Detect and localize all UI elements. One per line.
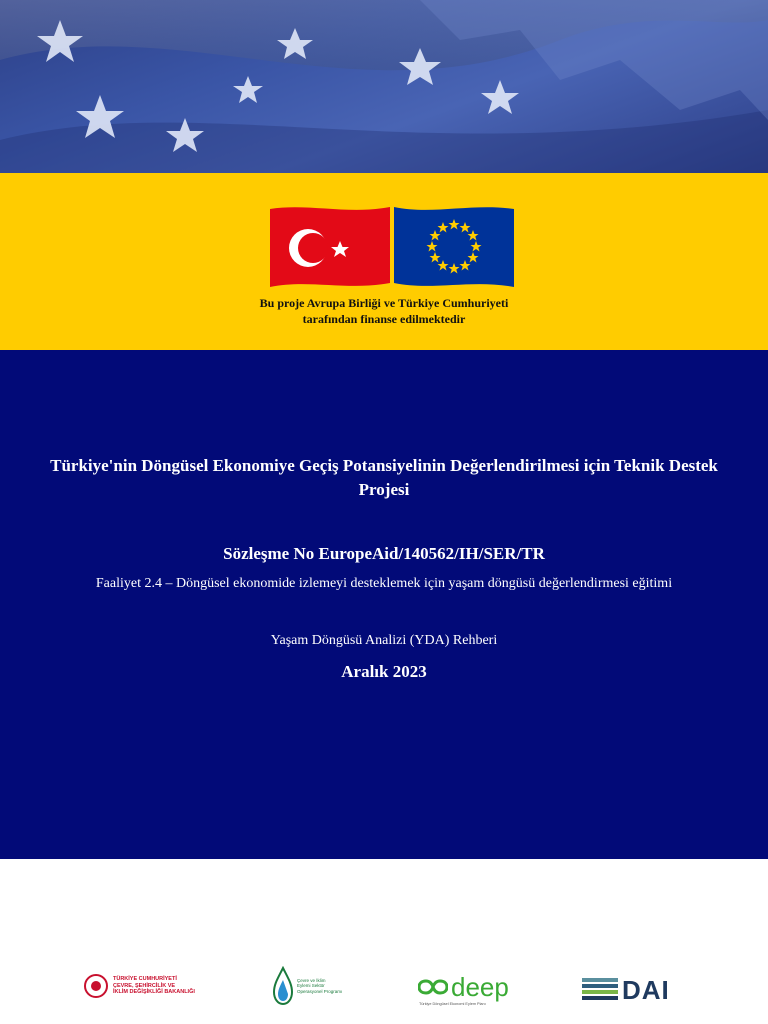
program-name: Çevre ve İklim Eylemi Sektör Operasyonel Programı xyxy=(297,977,343,994)
funding-band xyxy=(0,173,768,350)
dai-stripes-icon xyxy=(582,978,618,1002)
eu-flag-banner-image xyxy=(0,0,768,173)
funding-line-1: Bu proje Avrupa Birliği ve Türkiye Cumhuriyeti xyxy=(259,296,509,310)
project-title xyxy=(20,454,748,502)
guide-title: Yaşam Döngüsü Analizi (YDA) Rehberi xyxy=(270,633,498,648)
deep-wordmark: deep xyxy=(451,972,509,1002)
turkey-flag-icon xyxy=(268,203,392,289)
contract-number: Sözleşme No EuropeAid/140562/IH/SER/TR xyxy=(223,544,545,563)
deep-infinity-icon xyxy=(418,978,448,996)
program-drop-icon xyxy=(272,966,294,1006)
eu-flag-icon xyxy=(392,203,516,289)
deep-tagline: Türkiye Döngüsel Ekonomi Eylem Planı xyxy=(419,1002,486,1006)
publication-date: Aralık 2023 xyxy=(341,662,427,681)
cover-block xyxy=(0,350,768,859)
project-title-line-2: Projesi xyxy=(358,480,410,499)
funding-statement xyxy=(0,295,768,327)
project-title-line-1: Türkiye'nin Döngüsel Ekonomiye Geçiş Potansiyelinin Değerlendirilmesi için Teknik Destek xyxy=(50,456,718,475)
ministry-seal-icon xyxy=(84,974,108,998)
ministry-name: TÜRKİYE CUMHURİYETİ ÇEVRE, ŞEHİRCİLİK VE İKLİM DEĞİŞİKLİĞİ BAKANLIĞI xyxy=(113,976,195,996)
ministry-logo xyxy=(84,974,195,998)
dai-wordmark: DAI xyxy=(622,975,670,1005)
deep-logo xyxy=(418,972,509,1006)
funding-line-2: tarafından finanse edilmektedir xyxy=(302,312,466,326)
banner-stars-graphic xyxy=(0,0,768,173)
partner-logos xyxy=(0,960,768,1020)
activity-description: Faaliyet 2.4 – Döngüsel ekonomide izlemeyi desteklemek için yaşam döngüsü değerlendirmesi eğitimi xyxy=(95,576,673,591)
program-logo xyxy=(272,966,349,1006)
dai-logo xyxy=(582,975,670,1005)
